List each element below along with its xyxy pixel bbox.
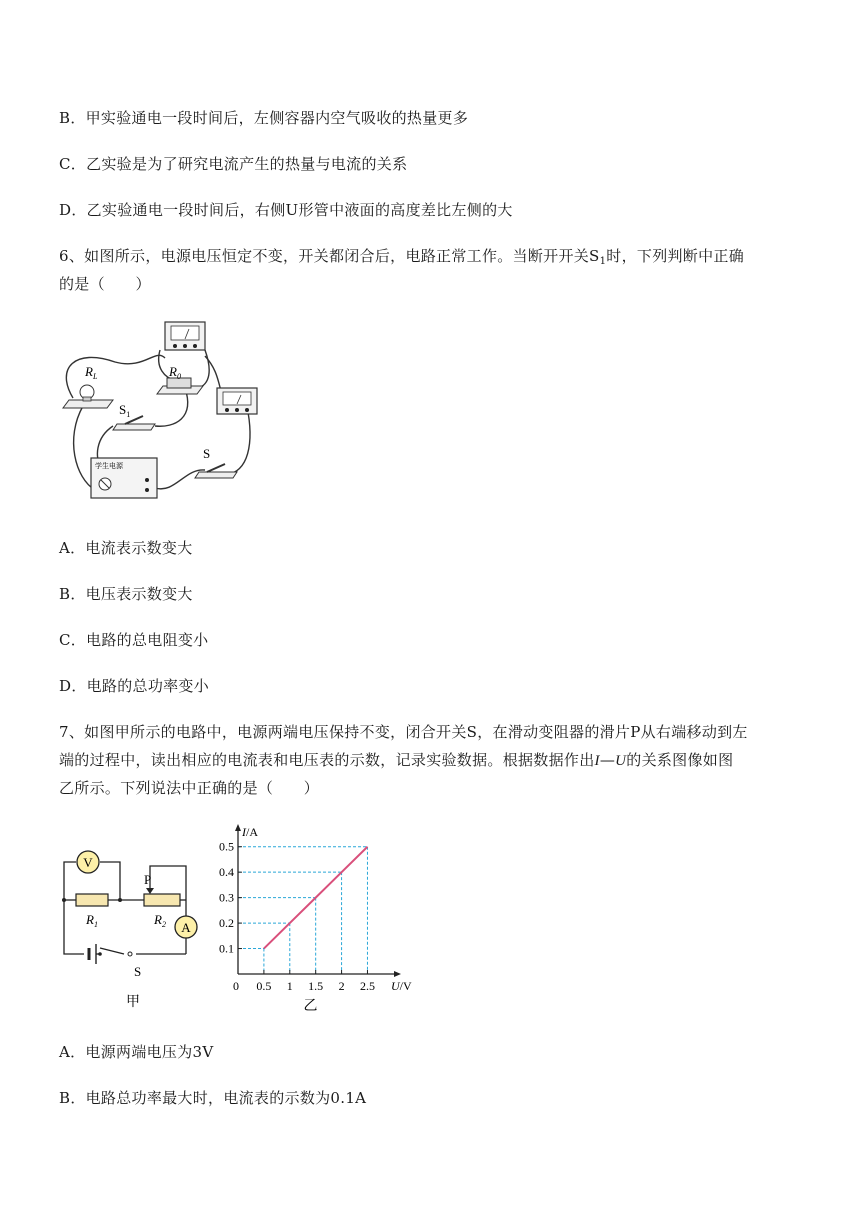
q7-stem-line3: 乙所示。下列说法中正确的是（ ）	[59, 779, 320, 797]
power-supply-icon	[91, 458, 157, 498]
y-tick-label-2: 0.3	[219, 890, 234, 905]
q7-option-a: A．电源两端电压为3V	[59, 1043, 214, 1061]
q6-stem-line1: 6、如图所示，电源电压恒定不变，开关都闭合后，电路正常工作。当断开开关$S_1$时，下列判断中正确	[59, 247, 744, 267]
q6-option-a: A．电流表示数变大	[59, 539, 193, 557]
r2-label: $R_2$	[154, 912, 166, 929]
x-tick-label-5: 2.5	[359, 979, 375, 993]
voltmeter-label: V	[83, 855, 93, 870]
x-tick-label-1: 0.5	[256, 979, 272, 993]
x-tick-label-3: 1.5	[308, 979, 324, 993]
resistor-r2	[144, 894, 180, 906]
voltmeter-icon	[165, 322, 205, 350]
y-tick-label-4: 0.5	[219, 839, 234, 854]
label-r0: $R_0$	[169, 364, 181, 381]
power-supply-label: 学生电源	[95, 462, 123, 470]
q6-option-d: D．电路的总功率变小	[59, 677, 210, 695]
q6-option-b: B．电压表示数变大	[59, 585, 193, 603]
q5-option-b: B．甲实验通电一段时间后，左侧容器内空气吸收的热量更多	[59, 109, 469, 127]
label-rl: $R_L$	[85, 364, 98, 381]
y-axis-label: I/A	[242, 825, 258, 839]
q7-option-b: B．电路总功率最大时，电流表的示数为0.1A	[59, 1089, 367, 1107]
q7-stem-line1: 7、如图甲所示的电路中，电源两端电压保持不变，闭合开关S，在滑动变阻器的滑片P从右端移动到左	[59, 723, 748, 741]
ammeter-icon	[217, 388, 257, 414]
resistor-r1	[76, 894, 108, 906]
y-tick-label-0: 0.1	[219, 941, 234, 956]
q6-circuit-figure	[55, 318, 265, 508]
x-tick-label-2: 1	[286, 979, 293, 993]
q5-option-c: C．乙实验是为了研究电流产生的热量与电流的关系	[59, 155, 408, 173]
switch-s1-icon	[113, 416, 155, 430]
lamp-rl-icon	[63, 385, 113, 408]
q7-iu-chart	[218, 825, 412, 1014]
ammeter-label: A	[181, 920, 191, 935]
slider-label: P	[144, 872, 152, 887]
switch-s-icon	[195, 464, 237, 478]
x-tick-label-4: 2	[338, 979, 345, 993]
q7-circuit-figure	[58, 846, 208, 1011]
y-tick-label-3: 0.4	[219, 865, 234, 880]
y-tick-label-1: 0.2	[219, 916, 234, 931]
q5-option-d: D．乙实验通电一段时间后，右侧U形管中液面的高度差比左侧的大	[59, 201, 513, 219]
label-s1: $S_1$	[119, 402, 131, 419]
q7-stem-line2: 端的过程中，读出相应的电流表和电压表的示数，记录实验数据。根据数据作出I—U的关系图像如图	[59, 751, 734, 769]
q6-stem-line2: 的是（ ）	[59, 275, 151, 293]
x-axis-arrow	[394, 971, 401, 977]
figure-yi-caption: 乙	[303, 999, 318, 1014]
y-axis-arrow	[235, 824, 241, 831]
x-tick-label-0: 0	[233, 979, 239, 993]
label-s: S	[203, 446, 211, 461]
figure-jia-caption: 甲	[126, 995, 140, 1010]
r1-label: $R_1$	[86, 912, 98, 929]
x-axis-label: U/V	[391, 979, 412, 993]
q6-option-c: C．电路的总电阻变小	[59, 631, 209, 649]
switch-label: S	[134, 964, 142, 979]
